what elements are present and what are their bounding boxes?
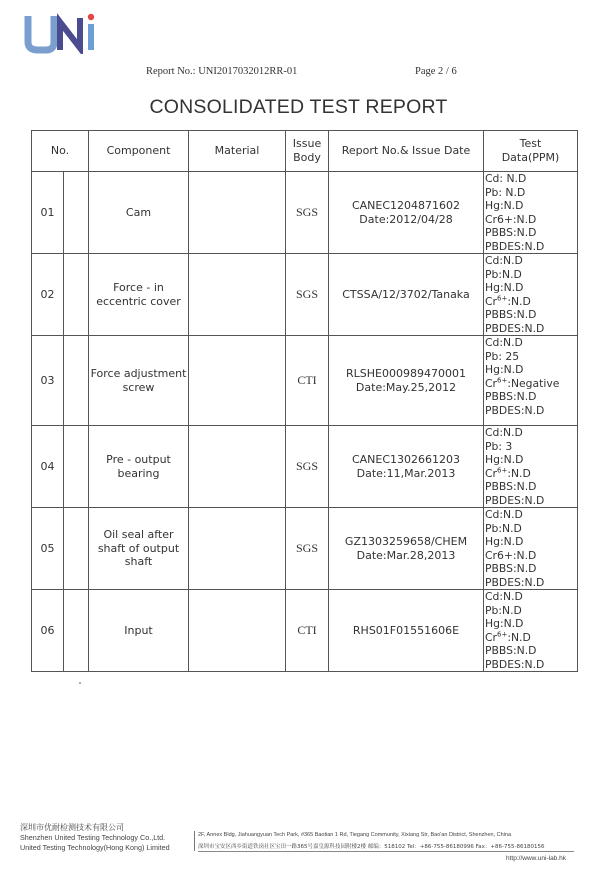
test-line	[484, 426, 577, 440]
test-line-label: Hg:N.D	[485, 281, 524, 294]
header-issue-body: Issue Body	[286, 131, 329, 172]
row-material	[189, 426, 286, 508]
test-line-label: PBBS:N.D	[485, 308, 537, 321]
row-no	[32, 172, 89, 254]
test-line	[484, 467, 577, 481]
test-line	[484, 604, 577, 618]
report-number: Report No.: UNI2017032012RR-01	[146, 66, 298, 77]
row-report: CTSSA/12/3702/Tanaka	[329, 254, 484, 336]
footer-company-en: Shenzhen United Testing Technology Co.,Ltd.	[20, 833, 166, 842]
row-no-spacer	[64, 336, 88, 425]
test-line-label: Cr	[485, 294, 497, 308]
row-report: RLSHE000989470001 Date:May.25,2012	[329, 336, 484, 426]
test-line-label: Cd:N.D	[485, 336, 523, 349]
footer-company-hk: United Testing Technology(Hong Kong) Limited	[20, 843, 170, 852]
test-line	[484, 295, 577, 309]
row-no-value: 06	[32, 590, 64, 671]
row-report: CANEC1302661203 Date:11,Mar.2013	[329, 426, 484, 508]
test-line	[484, 363, 577, 377]
row-issue-body: SGS	[286, 508, 329, 590]
row-issue-body: SGS	[286, 254, 329, 336]
test-line-label: Cd:N.D	[485, 254, 523, 267]
test-line-label: PBBS:N.D	[485, 562, 537, 575]
table-row	[32, 172, 578, 254]
row-test-data	[484, 172, 578, 254]
row-issue-body: SGS	[286, 172, 329, 254]
row-component: Cam	[89, 172, 189, 254]
test-line	[484, 268, 577, 282]
header-no: No.	[32, 131, 89, 172]
row-issue-body: SGS	[286, 426, 329, 508]
test-line-superscript: 6+	[496, 629, 508, 638]
test-line	[484, 617, 577, 631]
company-logo	[24, 12, 100, 54]
header-material: Material	[189, 131, 286, 172]
table-body	[32, 172, 578, 672]
test-line	[484, 404, 577, 418]
row-no	[32, 426, 89, 508]
test-line	[484, 172, 577, 186]
row-test-data	[484, 254, 578, 336]
footer-company-cn: 深圳市优耐检测技术有限公司	[20, 823, 124, 832]
row-report: RHS01F01551606E	[329, 590, 484, 672]
test-line-superscript: 6+	[496, 375, 508, 384]
test-line	[484, 494, 577, 508]
test-line	[484, 199, 577, 213]
footer-address-cn: 深圳市宝安区西乡街道铁岗社区宝田一路365号嘉皇源科技园附楼2楼 邮编：518102 Tel：+86-755-86180996 Fax：+86-755-86180156	[198, 844, 545, 850]
row-test-data	[484, 590, 578, 672]
row-issue-body: CTI	[286, 336, 329, 426]
logo-mark	[24, 12, 100, 54]
row-no	[32, 508, 89, 590]
test-line-label: Pb: N.D	[485, 185, 526, 199]
test-line-label: Cd: N.D	[485, 172, 527, 185]
page-number: Page 2 / 6	[415, 66, 457, 77]
row-report: CANEC1204871602 Date:2012/04/28	[329, 172, 484, 254]
test-line-label: Hg:N.D	[485, 199, 524, 212]
test-line	[484, 549, 577, 563]
table-row	[32, 426, 578, 508]
test-line-label: Cd:N.D	[485, 590, 523, 603]
test-line-superscript: 6+	[496, 293, 508, 302]
table-row	[32, 508, 578, 590]
test-line-label: Hg:N.D	[485, 453, 524, 466]
row-test-data	[484, 426, 578, 508]
test-line	[484, 562, 577, 576]
test-line	[484, 480, 577, 494]
test-line-label: PBDES:N.D	[485, 403, 545, 417]
test-line-label: Cr	[485, 376, 497, 390]
test-line-value: :N.D	[507, 466, 531, 480]
test-line-label: Cr	[485, 630, 497, 644]
row-issue-body: CTI	[286, 590, 329, 672]
row-component: Oil seal after shaft of output shaft	[89, 508, 189, 590]
row-no	[32, 336, 89, 426]
row-material	[189, 336, 286, 426]
test-line	[484, 213, 577, 227]
test-line-label: PBDES:N.D	[485, 321, 545, 335]
row-no	[32, 254, 89, 336]
header-report-no: Report No.& Issue Date	[329, 131, 484, 172]
table-row	[32, 590, 578, 672]
row-material	[189, 508, 286, 590]
test-line-label: Pb:N.D	[485, 521, 522, 535]
test-line	[484, 377, 577, 391]
header-component: Component	[89, 131, 189, 172]
table-row	[32, 254, 578, 336]
row-no-value: 03	[32, 336, 64, 425]
test-line-label: PBDES:N.D	[485, 239, 545, 253]
test-line-label: Cd:N.D	[485, 426, 523, 439]
test-line	[484, 254, 577, 268]
row-no-value: 04	[32, 426, 64, 507]
row-no-spacer	[64, 426, 88, 507]
document-title: CONSOLIDATED TEST REPORT	[149, 96, 448, 118]
test-line-label: Cd:N.D	[485, 508, 523, 521]
test-line	[484, 631, 577, 645]
row-test-data	[484, 336, 578, 426]
row-component: Pre - output bearing	[89, 426, 189, 508]
row-material	[189, 254, 286, 336]
test-line-label: PBDES:N.D	[485, 575, 545, 589]
test-line-value: :N.D	[507, 630, 531, 644]
test-line	[484, 453, 577, 467]
test-line-label: Cr6+:N.D	[485, 212, 537, 226]
test-line-label: Pb:N.D	[485, 267, 522, 281]
table-row	[32, 336, 578, 426]
footer-separator	[194, 831, 195, 851]
row-material	[189, 590, 286, 672]
test-line-label: PBDES:N.D	[485, 493, 545, 507]
test-line-label: Hg:N.D	[485, 617, 524, 630]
test-report-table	[31, 130, 578, 672]
test-line	[484, 535, 577, 549]
test-line	[484, 308, 577, 322]
test-line-label: PBDES:N.D	[485, 657, 545, 671]
test-line	[484, 336, 577, 350]
test-line	[484, 508, 577, 522]
test-line-label: Hg:N.D	[485, 535, 524, 548]
test-line	[484, 226, 577, 240]
test-line	[484, 390, 577, 404]
scan-speck	[79, 682, 81, 684]
test-line-label: Cr	[485, 466, 497, 480]
test-line	[484, 281, 577, 295]
row-test-data	[484, 508, 578, 590]
row-no-spacer	[64, 172, 88, 253]
row-report: GZ1303259658/CHEM Date:Mar.28,2013	[329, 508, 484, 590]
test-line	[484, 658, 577, 672]
test-line	[484, 322, 577, 336]
test-line-superscript: 6+	[496, 465, 508, 474]
test-line-label: Pb: 25	[485, 349, 520, 363]
test-line-value: :N.D	[507, 294, 531, 308]
table-header-row	[32, 131, 578, 172]
header-test-data: Test Data(PPM)	[484, 131, 578, 172]
footer-address-en: 2F, Annex Bldg, Jiahuangyuan Tech Park, #365 Baotian 1 Rd, Tiegang Community, Xixiang Str, Bao'an District, Shenzhen, China	[198, 832, 512, 838]
test-line-label: Cr6+:N.D	[485, 548, 537, 562]
test-line-label: Hg:N.D	[485, 363, 524, 376]
test-line	[484, 186, 577, 200]
test-line-label: PBBS:N.D	[485, 480, 537, 493]
footer-url[interactable]: http://www.uni-lab.hk	[506, 855, 566, 862]
row-component: Input	[89, 590, 189, 672]
test-line	[484, 440, 577, 454]
row-no-value: 02	[32, 254, 64, 335]
row-component: Force adjustment screw	[89, 336, 189, 426]
test-line	[484, 644, 577, 658]
test-line-label: Pb: 3	[485, 439, 513, 453]
test-line-label: Pb:N.D	[485, 603, 522, 617]
row-no-spacer	[64, 508, 88, 589]
row-material	[189, 172, 286, 254]
row-no-spacer	[64, 254, 88, 335]
test-line-label: PBBS:N.D	[485, 644, 537, 657]
test-line	[484, 350, 577, 364]
test-line-label: PBBS:N.D	[485, 390, 537, 403]
row-no-spacer	[64, 590, 88, 671]
row-no-value: 01	[32, 172, 64, 253]
row-no-value: 05	[32, 508, 64, 589]
footer-rule	[198, 851, 574, 852]
row-no	[32, 590, 89, 672]
test-line	[484, 590, 577, 604]
test-line-value: :Negative	[507, 376, 560, 390]
test-line	[484, 522, 577, 536]
test-line-label: PBBS:N.D	[485, 226, 537, 239]
test-line	[484, 576, 577, 590]
row-component: Force - in eccentric cover	[89, 254, 189, 336]
test-line	[484, 240, 577, 254]
